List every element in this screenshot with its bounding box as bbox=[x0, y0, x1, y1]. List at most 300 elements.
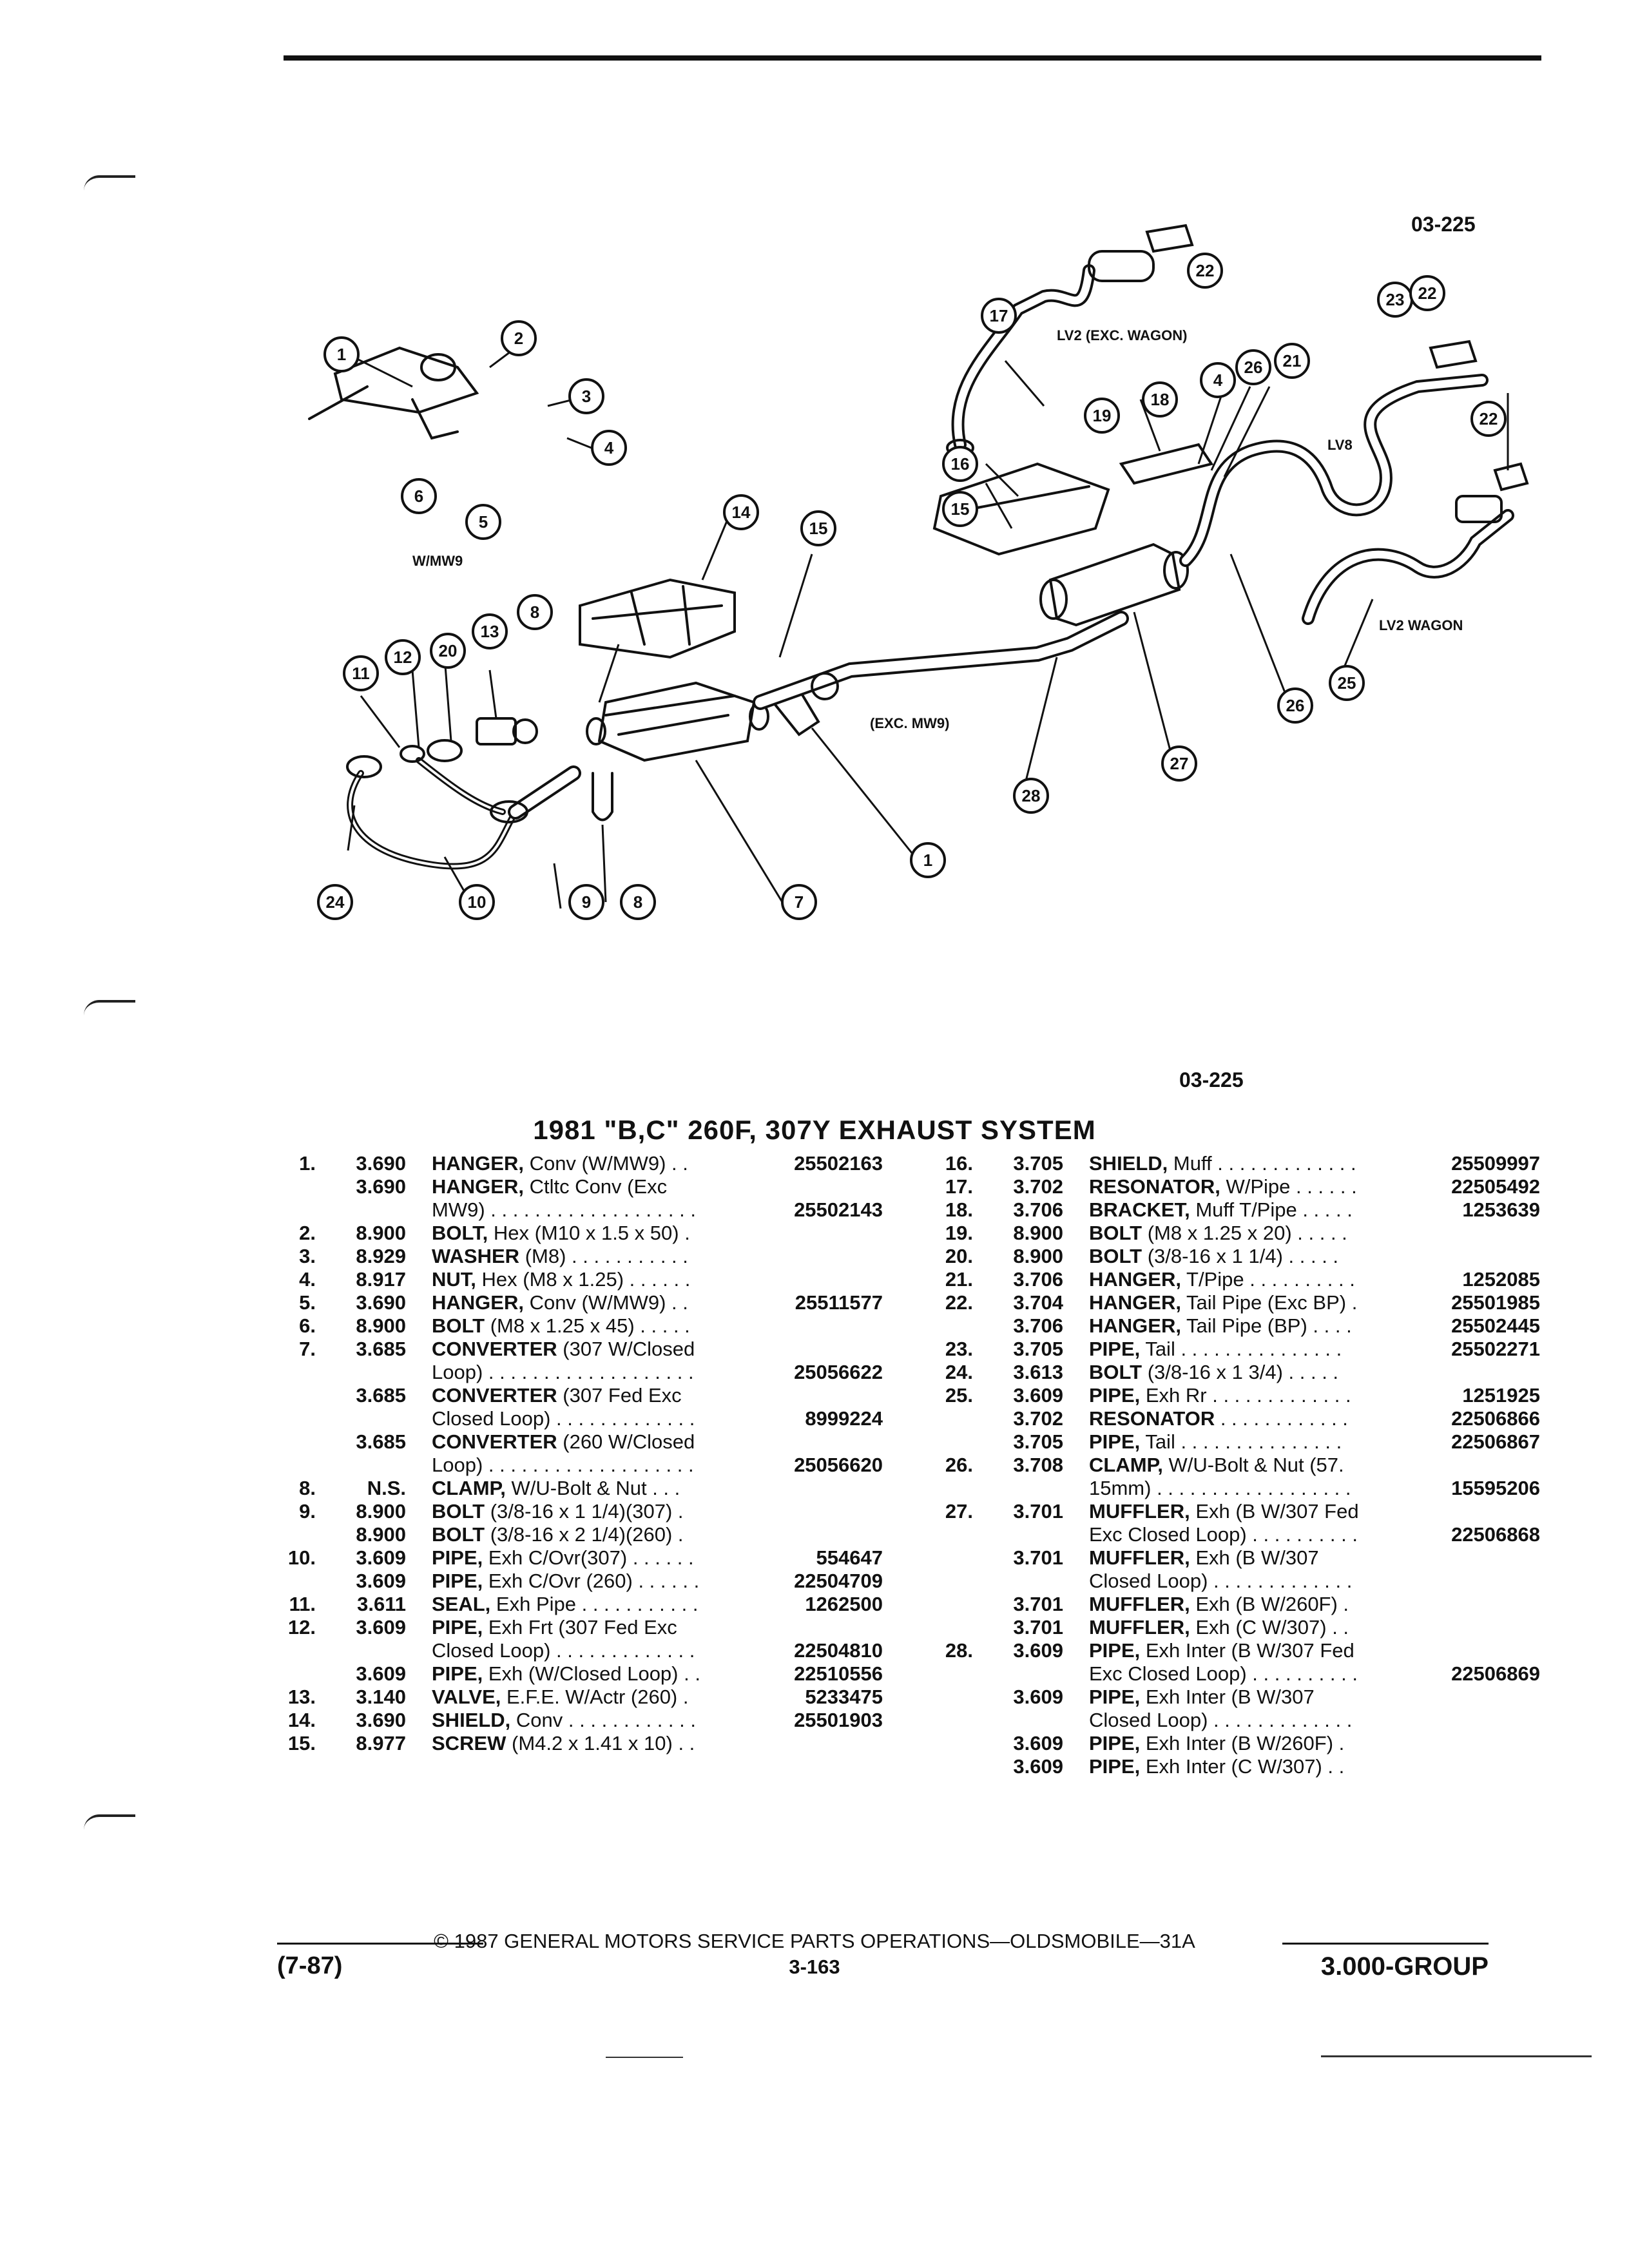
part-description bbox=[1089, 1755, 1344, 1778]
group-number: 3.701 bbox=[1013, 1500, 1063, 1523]
parts-row bbox=[264, 1407, 883, 1430]
part-number: 22510556 bbox=[794, 1662, 883, 1685]
label-lv2-exc-wagon: LV2 (EXC. WAGON) bbox=[1057, 327, 1188, 343]
part-description bbox=[1089, 1175, 1357, 1198]
footer-page-number: 3-163 bbox=[789, 1956, 840, 1978]
part-name: HANGER, bbox=[1089, 1314, 1181, 1337]
callout-4 bbox=[592, 431, 626, 465]
group-number: 3.704 bbox=[1013, 1291, 1063, 1314]
svg-text:18: 18 bbox=[1150, 390, 1170, 409]
parts-row bbox=[264, 1662, 883, 1686]
part-description bbox=[1089, 1314, 1352, 1338]
part-number: 22506866 bbox=[1451, 1407, 1540, 1430]
svg-text:13: 13 bbox=[480, 622, 499, 641]
group-number: 3.705 bbox=[1013, 1430, 1063, 1453]
parts-row bbox=[921, 1732, 1540, 1755]
callout-17 bbox=[982, 299, 1016, 332]
part-name: SCREW bbox=[432, 1732, 506, 1754]
group-number: 8.900 bbox=[356, 1500, 406, 1523]
label-exc-mw9: (EXC. MW9) bbox=[870, 715, 950, 731]
part-description bbox=[1089, 1245, 1338, 1268]
group-number: 8.900 bbox=[356, 1523, 406, 1546]
part-description bbox=[432, 1616, 677, 1639]
svg-text:7: 7 bbox=[794, 892, 804, 912]
parts-row bbox=[921, 1245, 1540, 1268]
parts-row bbox=[921, 1222, 1540, 1245]
callout-16 bbox=[943, 447, 977, 481]
group-number: 3.609 bbox=[356, 1570, 406, 1592]
part-detail: (M8 x 1.25 x 20) . . . . . bbox=[1142, 1222, 1347, 1244]
parts-row bbox=[264, 1384, 883, 1407]
item-number: 19. bbox=[945, 1222, 973, 1244]
part-description bbox=[1089, 1152, 1356, 1175]
parts-row bbox=[921, 1407, 1540, 1430]
scan-mark bbox=[606, 2057, 683, 2058]
figure-code-bottom: 03-225 bbox=[1179, 1068, 1244, 1091]
svg-text:12: 12 bbox=[393, 648, 412, 667]
part-detail: Exh Inter (B W/260F) . bbox=[1140, 1732, 1345, 1754]
part-description bbox=[1089, 1570, 1352, 1593]
part-name: PIPE, bbox=[1089, 1384, 1141, 1407]
parts-row bbox=[264, 1198, 883, 1222]
part-description bbox=[1089, 1222, 1347, 1245]
footer-group: 3.000-GROUP bbox=[1320, 1952, 1489, 1981]
part-number: 25056622 bbox=[794, 1361, 883, 1383]
svg-text:24: 24 bbox=[325, 892, 345, 912]
part-number: 25502271 bbox=[1451, 1338, 1540, 1360]
part-number: 22504810 bbox=[794, 1639, 883, 1662]
part-name: NUT, bbox=[432, 1268, 476, 1291]
item-number: 12. bbox=[287, 1616, 316, 1639]
part-detail: Exh Inter (B W/307 Fed bbox=[1140, 1639, 1354, 1662]
part-detail: Ctltc Conv (Exc bbox=[523, 1175, 668, 1198]
group-number: 3.706 bbox=[1013, 1268, 1063, 1291]
group-number: 3.609 bbox=[1013, 1384, 1063, 1407]
svg-text:22: 22 bbox=[1418, 284, 1437, 303]
part-detail: Exh (B W/260F) . bbox=[1190, 1593, 1349, 1615]
part-number: 22504709 bbox=[794, 1570, 883, 1592]
part-description bbox=[1089, 1477, 1351, 1500]
group-number: 8.900 bbox=[1013, 1222, 1063, 1244]
callout-5 bbox=[467, 505, 500, 539]
part-number: 8999224 bbox=[805, 1407, 883, 1430]
svg-text:17: 17 bbox=[989, 306, 1008, 325]
part-description bbox=[432, 1198, 696, 1222]
parts-row bbox=[264, 1268, 883, 1291]
parts-row bbox=[921, 1198, 1540, 1222]
part-detail: (M8) . . . . . . . . . . . bbox=[519, 1245, 688, 1267]
group-number: 3.705 bbox=[1013, 1338, 1063, 1360]
part-detail: T/Pipe . . . . . . . . . . bbox=[1181, 1268, 1355, 1291]
item-number: 5. bbox=[299, 1291, 316, 1314]
part-number: 25501985 bbox=[1451, 1291, 1540, 1314]
item-number: 27. bbox=[945, 1500, 973, 1523]
svg-text:16: 16 bbox=[950, 454, 970, 474]
part-detail: Tail . . . . . . . . . . . . . . . bbox=[1140, 1430, 1342, 1453]
parts-row bbox=[921, 1686, 1540, 1709]
group-number: 3.702 bbox=[1013, 1175, 1063, 1198]
svg-text:2: 2 bbox=[514, 329, 524, 348]
part-detail: Exh Inter (C W/307) . . bbox=[1140, 1755, 1345, 1778]
part-name: MUFFLER, bbox=[1089, 1616, 1190, 1639]
parts-row bbox=[264, 1152, 883, 1175]
parts-row bbox=[264, 1500, 883, 1523]
part-name: PIPE, bbox=[432, 1616, 483, 1639]
parts-row bbox=[264, 1593, 883, 1616]
part-name: MUFFLER, bbox=[1089, 1546, 1190, 1569]
part-detail: Closed Loop) . . . . . . . . . . . . . bbox=[1089, 1570, 1353, 1592]
part-detail: Exh Rr . . . . . . . . . . . . . bbox=[1140, 1384, 1351, 1407]
group-number: 3.685 bbox=[356, 1338, 406, 1360]
item-number: 6. bbox=[299, 1314, 316, 1337]
part-description bbox=[1089, 1709, 1352, 1732]
part-number: 22506869 bbox=[1451, 1662, 1540, 1685]
svg-text:21: 21 bbox=[1282, 351, 1302, 370]
svg-text:3: 3 bbox=[581, 387, 592, 406]
margin-mark bbox=[84, 1000, 135, 1015]
part-detail: (3/8-16 x 1 1/4)(307) . bbox=[485, 1500, 684, 1523]
part-number: 15595206 bbox=[1451, 1477, 1540, 1499]
group-number: 8.900 bbox=[356, 1222, 406, 1244]
svg-text:22: 22 bbox=[1195, 261, 1215, 280]
part-detail: Closed Loop) . . . . . . . . . . . . . bbox=[432, 1639, 695, 1662]
item-number: 15. bbox=[287, 1732, 316, 1754]
item-number: 1. bbox=[299, 1152, 316, 1175]
part-name: SHIELD, bbox=[1089, 1152, 1168, 1175]
part-name: MUFFLER, bbox=[1089, 1593, 1190, 1615]
item-number: 11. bbox=[289, 1593, 316, 1615]
part-detail: Muff T/Pipe . . . . . bbox=[1190, 1198, 1353, 1221]
callout-27 bbox=[1162, 747, 1196, 780]
group-number: 8.900 bbox=[356, 1314, 406, 1337]
part-name: MUFFLER, bbox=[1089, 1500, 1190, 1523]
part-name: HANGER, bbox=[432, 1291, 524, 1314]
callout-3 bbox=[570, 380, 603, 413]
callout-1 bbox=[325, 338, 358, 371]
group-number: 3.690 bbox=[356, 1175, 406, 1198]
part-number: 5233475 bbox=[805, 1686, 883, 1708]
group-number: 3.705 bbox=[1013, 1152, 1063, 1175]
parts-row bbox=[264, 1175, 883, 1198]
parts-row bbox=[264, 1338, 883, 1361]
parts-row bbox=[921, 1175, 1540, 1198]
part-description bbox=[1089, 1593, 1349, 1616]
callout-28 bbox=[1014, 779, 1048, 812]
part-detail: 15mm) . . . . . . . . . . . . . . . . . . bbox=[1089, 1477, 1351, 1499]
group-number: 3.611 bbox=[357, 1593, 406, 1615]
part-description bbox=[1089, 1361, 1338, 1384]
part-detail: Exh (W/Closed Loop) . . bbox=[483, 1662, 700, 1685]
item-number: 22. bbox=[945, 1291, 973, 1314]
part-detail: Exh Pipe . . . . . . . . . . . bbox=[490, 1593, 699, 1615]
part-name: RESONATOR bbox=[1089, 1407, 1215, 1430]
part-description bbox=[432, 1662, 700, 1686]
part-description bbox=[432, 1732, 695, 1755]
group-number: 3.609 bbox=[356, 1662, 406, 1685]
callout-15 bbox=[802, 512, 835, 545]
parts-row bbox=[921, 1570, 1540, 1593]
group-number: 3.609 bbox=[356, 1546, 406, 1569]
part-description bbox=[1089, 1430, 1342, 1454]
part-description bbox=[432, 1523, 684, 1546]
part-detail: (M4.2 x 1.41 x 10) . . bbox=[506, 1732, 695, 1754]
svg-text:27: 27 bbox=[1170, 754, 1189, 773]
parts-row bbox=[921, 1593, 1540, 1616]
part-description bbox=[432, 1500, 684, 1523]
item-number: 2. bbox=[299, 1222, 316, 1244]
callout-8-top bbox=[518, 595, 552, 629]
part-detail: (3/8-16 x 1 3/4) . . . . . bbox=[1142, 1361, 1339, 1383]
callout-9 bbox=[570, 885, 603, 919]
item-number: 18. bbox=[945, 1198, 973, 1221]
part-description bbox=[432, 1384, 682, 1407]
parts-list-left bbox=[264, 1152, 883, 1771]
part-description bbox=[1089, 1198, 1353, 1222]
part-description bbox=[432, 1639, 695, 1662]
part-detail: Hex (M8 x 1.25) . . . . . . bbox=[476, 1268, 691, 1291]
group-number: 3.690 bbox=[356, 1709, 406, 1731]
svg-text:15: 15 bbox=[809, 519, 828, 538]
callout-2 bbox=[502, 322, 535, 355]
part-description bbox=[432, 1338, 695, 1361]
part-detail: Closed Loop) . . . . . . . . . . . . . bbox=[1089, 1709, 1353, 1731]
part-description bbox=[432, 1477, 680, 1500]
part-detail: Exh Inter (B W/307 bbox=[1140, 1686, 1315, 1708]
parts-row bbox=[921, 1361, 1540, 1384]
parts-row bbox=[264, 1361, 883, 1384]
svg-text:28: 28 bbox=[1021, 786, 1041, 805]
callout-22 bbox=[1411, 276, 1444, 310]
part-detail: Exh (C W/307) . . bbox=[1190, 1616, 1349, 1639]
callout-10 bbox=[460, 885, 494, 919]
part-detail: W/U-Bolt & Nut . . . bbox=[505, 1477, 680, 1499]
group-number: 3.706 bbox=[1013, 1198, 1063, 1221]
part-description bbox=[432, 1291, 688, 1314]
parts-row bbox=[921, 1384, 1540, 1407]
group-number: 3.609 bbox=[1013, 1686, 1063, 1708]
part-number: 25509997 bbox=[1451, 1152, 1540, 1175]
part-name: CONVERTER bbox=[432, 1384, 557, 1407]
callout-25 bbox=[1330, 666, 1364, 700]
item-number: 3. bbox=[299, 1245, 316, 1267]
svg-text:22: 22 bbox=[1479, 409, 1498, 428]
part-description bbox=[1089, 1732, 1344, 1755]
part-name: HANGER, bbox=[432, 1175, 524, 1198]
part-detail: Loop) . . . . . . . . . . . . . . . . . . . bbox=[432, 1361, 694, 1383]
part-number: 22506867 bbox=[1451, 1430, 1540, 1453]
parts-row bbox=[921, 1152, 1540, 1175]
parts-row bbox=[264, 1430, 883, 1454]
part-description bbox=[432, 1175, 667, 1198]
group-number: 3.609 bbox=[356, 1616, 406, 1639]
part-detail: Closed Loop) . . . . . . . . . . . . . bbox=[432, 1407, 695, 1430]
parts-row bbox=[921, 1546, 1540, 1570]
part-detail: (307 W/Closed bbox=[557, 1338, 695, 1360]
part-number: 25502143 bbox=[794, 1198, 883, 1221]
item-number: 20. bbox=[945, 1245, 973, 1267]
part-description bbox=[1089, 1454, 1344, 1477]
part-description bbox=[432, 1222, 690, 1245]
part-name: BOLT bbox=[1089, 1222, 1142, 1244]
group-number: 3.685 bbox=[356, 1430, 406, 1453]
part-description bbox=[432, 1361, 694, 1384]
svg-text:15: 15 bbox=[950, 499, 970, 519]
part-number: 25056620 bbox=[794, 1454, 883, 1476]
svg-text:20: 20 bbox=[438, 641, 458, 660]
callout-22-right bbox=[1472, 402, 1505, 436]
parts-row bbox=[921, 1755, 1540, 1778]
part-description bbox=[432, 1709, 696, 1732]
part-detail: Tail . . . . . . . . . . . . . . . bbox=[1140, 1338, 1342, 1360]
callout-7 bbox=[782, 885, 816, 919]
part-description bbox=[1089, 1384, 1351, 1407]
part-detail: (M8 x 1.25 x 45) . . . . . bbox=[485, 1314, 690, 1337]
svg-text:5: 5 bbox=[478, 512, 488, 532]
svg-text:14: 14 bbox=[731, 503, 751, 522]
part-number: 22506868 bbox=[1451, 1523, 1540, 1546]
part-name: PIPE, bbox=[1089, 1732, 1141, 1754]
part-number: 22505492 bbox=[1451, 1175, 1540, 1198]
parts-row bbox=[921, 1477, 1540, 1500]
part-number: 25502445 bbox=[1451, 1314, 1540, 1337]
margin-mark bbox=[84, 1814, 135, 1830]
item-number: 25. bbox=[945, 1384, 973, 1407]
item-number: 13. bbox=[287, 1686, 316, 1708]
parts-row bbox=[921, 1662, 1540, 1686]
part-description bbox=[1089, 1686, 1315, 1709]
part-name: BOLT bbox=[1089, 1361, 1142, 1383]
part-detail: . . . . . . . . . . . . bbox=[1215, 1407, 1348, 1430]
callout-4-right bbox=[1201, 363, 1235, 397]
group-number: 8.977 bbox=[356, 1732, 406, 1754]
part-detail: Exh (B W/307 Fed bbox=[1190, 1500, 1359, 1523]
exhaust-diagram bbox=[284, 193, 1541, 986]
part-description bbox=[432, 1686, 688, 1709]
part-description bbox=[432, 1268, 690, 1291]
part-name: SHIELD, bbox=[432, 1709, 511, 1731]
group-number: 3.609 bbox=[1013, 1639, 1063, 1662]
part-name: PIPE, bbox=[1089, 1686, 1141, 1708]
callout-23 bbox=[1378, 283, 1412, 316]
part-detail: Conv (W/MW9) . . bbox=[523, 1152, 688, 1175]
part-number: 1252085 bbox=[1462, 1268, 1540, 1291]
part-detail: (307 Fed Exc bbox=[557, 1384, 682, 1407]
group-number: 3.613 bbox=[1013, 1361, 1063, 1383]
part-number: 1251925 bbox=[1462, 1384, 1540, 1407]
callout-22-top bbox=[1188, 254, 1222, 287]
group-number: 3.690 bbox=[356, 1152, 406, 1175]
svg-text:10: 10 bbox=[467, 892, 487, 912]
part-description bbox=[432, 1454, 694, 1477]
parts-row bbox=[264, 1686, 883, 1709]
parts-row bbox=[921, 1709, 1540, 1732]
part-detail: Conv . . . . . . . . . . . . bbox=[510, 1709, 696, 1731]
part-description bbox=[432, 1314, 690, 1338]
part-number: 1253639 bbox=[1462, 1198, 1540, 1221]
figure-code-top: 03-225 bbox=[1411, 213, 1476, 236]
part-name: PIPE, bbox=[1089, 1338, 1141, 1360]
group-number: 3.701 bbox=[1013, 1546, 1063, 1569]
part-detail: Tail Pipe (BP) . . . . bbox=[1181, 1314, 1352, 1337]
svg-text:4: 4 bbox=[1213, 370, 1223, 390]
callout-24 bbox=[318, 885, 352, 919]
group-number: 3.701 bbox=[1013, 1616, 1063, 1639]
page-title: 1981 "B,C" 260F, 307Y EXHAUST SYSTEM bbox=[533, 1115, 1096, 1145]
part-detail: (260 W/Closed bbox=[557, 1430, 695, 1453]
parts-row bbox=[264, 1709, 883, 1732]
part-name: PIPE, bbox=[1089, 1755, 1141, 1778]
parts-row bbox=[921, 1338, 1540, 1361]
part-description bbox=[432, 1593, 698, 1616]
part-detail: Loop) . . . . . . . . . . . . . . . . . . . bbox=[432, 1454, 694, 1476]
part-number: 25502163 bbox=[794, 1152, 883, 1175]
item-number: 16. bbox=[945, 1152, 973, 1175]
parts-row bbox=[921, 1523, 1540, 1546]
item-number: 9. bbox=[299, 1500, 316, 1523]
part-description bbox=[432, 1245, 688, 1268]
part-name: HANGER, bbox=[432, 1152, 524, 1175]
group-number: 3.702 bbox=[1013, 1407, 1063, 1430]
part-description bbox=[432, 1546, 694, 1570]
item-number: 24. bbox=[945, 1361, 973, 1383]
svg-text:4: 4 bbox=[604, 438, 614, 457]
part-detail: Exc Closed Loop) . . . . . . . . . . bbox=[1089, 1662, 1358, 1685]
part-detail: E.F.E. W/Actr (260) . bbox=[501, 1686, 689, 1708]
callout-12 bbox=[386, 640, 419, 674]
label-w-mw9: W/MW9 bbox=[412, 553, 463, 569]
callout-6 bbox=[402, 479, 436, 513]
group-number: 3.140 bbox=[356, 1686, 406, 1708]
group-number: 3.701 bbox=[1013, 1593, 1063, 1615]
callout-15-right bbox=[943, 492, 977, 526]
parts-row bbox=[264, 1454, 883, 1477]
callout-1-lower bbox=[911, 843, 945, 877]
part-name: PIPE, bbox=[1089, 1639, 1141, 1662]
parts-row bbox=[921, 1291, 1540, 1314]
part-description bbox=[1089, 1268, 1355, 1291]
svg-text:11: 11 bbox=[352, 664, 370, 683]
part-detail: (3/8-16 x 1 1/4) . . . . . bbox=[1142, 1245, 1339, 1267]
group-number: 8.917 bbox=[356, 1268, 406, 1291]
part-name: HANGER, bbox=[1089, 1268, 1181, 1291]
label-lv2-wagon: LV2 WAGON bbox=[1379, 617, 1463, 633]
part-name: PIPE, bbox=[432, 1662, 483, 1685]
part-description bbox=[1089, 1639, 1354, 1662]
part-name: BOLT, bbox=[432, 1222, 488, 1244]
part-description bbox=[1089, 1291, 1357, 1314]
part-detail: Conv (W/MW9) . . bbox=[523, 1291, 688, 1314]
svg-text:1: 1 bbox=[923, 850, 933, 870]
callout-26-lower bbox=[1278, 689, 1312, 722]
part-number: 554647 bbox=[816, 1546, 883, 1569]
item-number: 23. bbox=[945, 1338, 973, 1360]
footer-date: (7-87) bbox=[277, 1952, 343, 1979]
part-name: BRACKET, bbox=[1089, 1198, 1190, 1221]
part-description bbox=[432, 1152, 688, 1175]
group-number: 3.706 bbox=[1013, 1314, 1063, 1337]
callout-8 bbox=[621, 885, 655, 919]
part-name: BOLT bbox=[432, 1500, 485, 1523]
label-lv8: LV8 bbox=[1327, 437, 1353, 453]
part-name: BOLT bbox=[1089, 1245, 1142, 1267]
svg-text:23: 23 bbox=[1385, 290, 1405, 309]
margin-mark bbox=[84, 175, 135, 191]
group-number: 8.900 bbox=[1013, 1245, 1063, 1267]
item-number: 21. bbox=[945, 1268, 973, 1291]
item-number: 7. bbox=[299, 1338, 316, 1360]
part-name: CONVERTER bbox=[432, 1338, 557, 1360]
parts-list-right bbox=[921, 1152, 1540, 1796]
